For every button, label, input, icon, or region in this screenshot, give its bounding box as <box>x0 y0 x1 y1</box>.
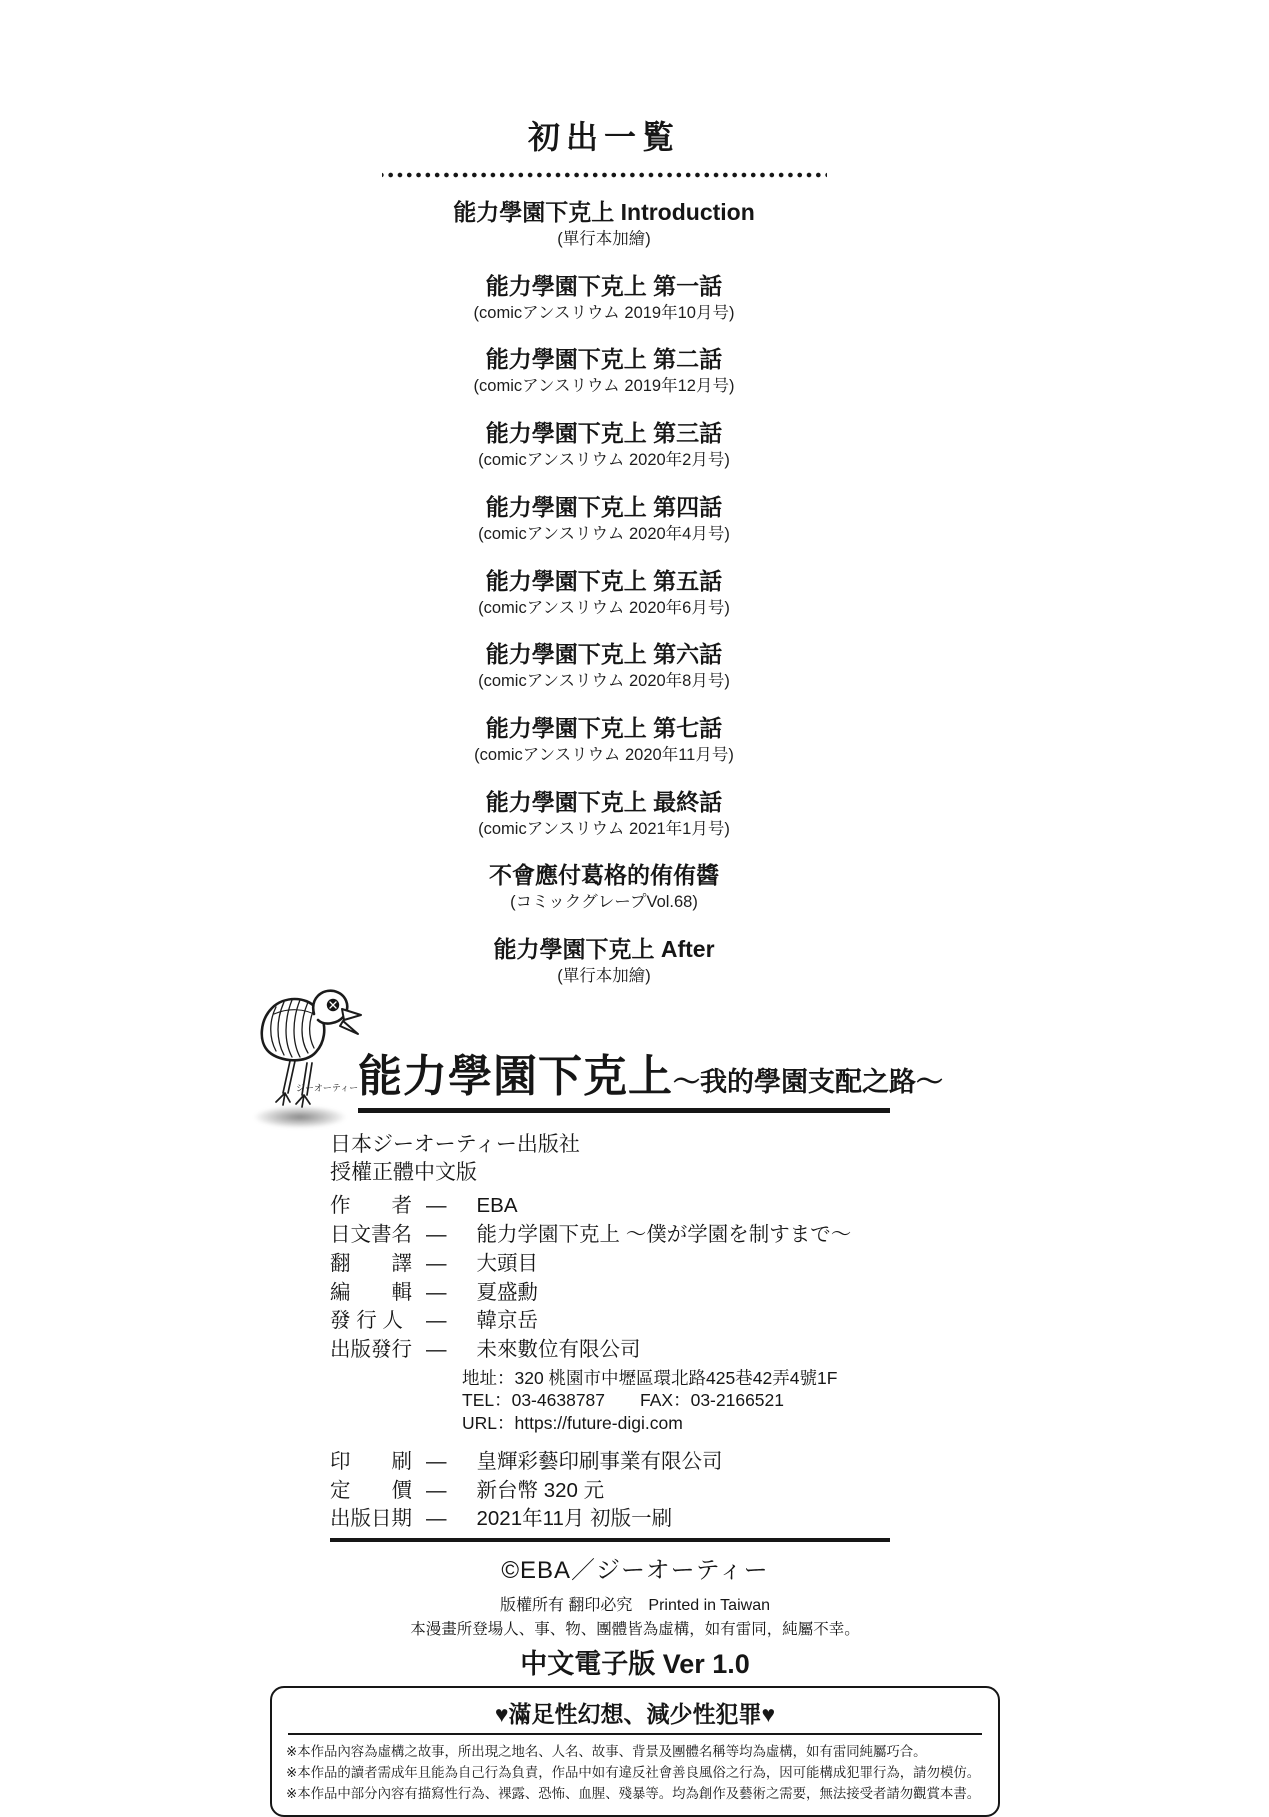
row-value: 新台幣 320 元 <box>476 1478 605 1502</box>
row-dash: ― <box>426 1251 447 1275</box>
entry-title: 能力學園下克上 最終話 <box>485 788 723 815</box>
row-dash: ― <box>426 1280 447 1304</box>
content-warning-box <box>270 1686 1000 1817</box>
row-dash: ― <box>426 1223 447 1247</box>
entry-source: (comicアンスリウム 2019年10月号) <box>473 303 735 322</box>
entry-title: 能力學園下克上 第一話 <box>485 272 723 299</box>
colophon-row <box>330 1477 1000 1506</box>
logo-label: ジーオーティー <box>296 1083 359 1093</box>
row-label: 日文書名 <box>330 1223 412 1247</box>
entry-title: 能力學園下克上 Introduction <box>453 199 755 225</box>
publication-entry <box>0 861 1208 915</box>
colophon-row <box>330 1279 1000 1308</box>
entry-title: 能力學園下克上 After <box>493 936 715 963</box>
entry-source: (comicアンスリウム 2020年8月号) <box>478 672 730 691</box>
entry-title: 能力學園下克上 第四話 <box>485 493 723 520</box>
entry-source: (單行本加繪) <box>557 967 651 986</box>
publisher-detail-line: TEL：03-4638787 FAX：03-2166521 <box>462 1390 785 1411</box>
colophon-rows-2 <box>330 1448 1000 1534</box>
row-dash: ― <box>426 1194 447 1218</box>
colophon-row <box>330 1221 1000 1250</box>
publisher-details <box>462 1367 1000 1435</box>
publisher-logo <box>252 988 370 1126</box>
entry-title: 能力學園下克上 第六話 <box>485 641 723 668</box>
entry-source: (comicアンスリウム 2020年11月号) <box>474 746 734 764</box>
row-value: 皇輝彩藝印刷事業有限公司 <box>476 1449 723 1473</box>
warning-divider <box>288 1733 982 1735</box>
publication-entry <box>0 272 1208 326</box>
publication-entry <box>0 345 1208 399</box>
row-value: 大頭目 <box>476 1251 538 1275</box>
publisher-detail-line: 地址：320 桃園市中壢區環北路425巷42弄4號1F <box>462 1367 838 1388</box>
entry-title: 能力學園下克上 第五話 <box>485 567 723 594</box>
publisher-block <box>330 1131 1000 1186</box>
footer-block <box>270 1550 1000 1681</box>
logo-shadow <box>254 1106 346 1128</box>
bottom-double-rule <box>330 1538 890 1542</box>
entry-source: (comicアンスリウム 2020年4月号) <box>478 524 730 543</box>
row-dash: ― <box>426 1507 447 1531</box>
entry-title: 能力學園下克上 第二話 <box>485 346 723 373</box>
entry-title: 能力學園下克上 第三話 <box>485 420 723 447</box>
section-title: 初出一覧 <box>527 119 680 155</box>
colophon-row <box>330 1336 1000 1365</box>
row-value: EBA <box>476 1194 518 1218</box>
entry-source: (comicアンスリウム 2019年12月号) <box>473 377 735 396</box>
publication-entry <box>0 788 1208 842</box>
row-label: 編 輯 <box>330 1280 412 1304</box>
row-label: 出版發行 <box>330 1337 412 1361</box>
warning-line: ※本作品中部分內容有描寫性行為、裸露、恐怖、血腥、殘暴等。均為創作及藝術之需要，無法接受者請勿觀賞本書。 <box>286 1785 981 1801</box>
warning-line: ※本作品內容為虛構之故事，所出現之地名、人名、故事、背景及團體名稱等均為虛構，如有雷同純屬巧合。 <box>286 1743 927 1759</box>
publication-entry <box>0 640 1208 694</box>
row-label: 作 者 <box>330 1194 412 1218</box>
publication-entry <box>0 567 1208 621</box>
row-label: 印 刷 <box>330 1449 412 1473</box>
row-value: 韓京岳 <box>476 1309 538 1333</box>
warning-title: ♥滿足性幻想、減少性犯罪♥ <box>494 1700 776 1727</box>
row-dash: ― <box>426 1309 447 1333</box>
publisher-detail-line: URL：https://future-digi.com <box>462 1413 683 1434</box>
entry-source: (comicアンスリウム 2021年1月号) <box>478 819 730 838</box>
colophon-row <box>330 1505 1000 1534</box>
colophon-section <box>270 990 1000 1817</box>
colophon-row <box>330 1448 1000 1477</box>
row-label: 出版日期 <box>330 1507 412 1531</box>
entry-source: (comicアンスリウム 2020年6月号) <box>478 598 730 617</box>
title-double-rule <box>358 1108 890 1113</box>
publication-entry <box>0 419 1208 473</box>
row-value: 未來數位有限公司 <box>476 1337 641 1361</box>
first-publication-section <box>0 112 1208 1009</box>
row-label: 定 價 <box>330 1478 412 1502</box>
publication-entry <box>0 714 1208 768</box>
book-subtitle: ～我的學園支配之路～ <box>673 1067 943 1097</box>
book-title: 能力學園下克上 <box>358 1052 673 1101</box>
row-value: 能力学園下克上 ～僕が学園を制すまで～ <box>476 1223 852 1247</box>
fiction-disclaimer: 本漫畫所登場人、事、物、團體皆為虛構，如有雷同，純屬不幸。 <box>410 1620 860 1638</box>
warning-lines <box>286 1742 984 1805</box>
copyright-line: ©EBA／ジーオーティー <box>501 1556 769 1584</box>
dotted-divider <box>382 172 827 178</box>
row-dash: ― <box>426 1337 447 1361</box>
publication-entry <box>0 935 1208 989</box>
row-label: 翻 譯 <box>330 1251 412 1275</box>
row-value: 夏盛勳 <box>476 1280 538 1304</box>
publication-entry <box>0 198 1208 252</box>
colophon-row <box>330 1250 1000 1279</box>
row-label: 發 行 人 <box>330 1309 403 1333</box>
edition-version: 中文電子版 Ver 1.0 <box>520 1648 750 1679</box>
entry-title: 能力學園下克上 第七話 <box>485 715 723 742</box>
warning-line: ※本作品的讀者需成年且能為自己行為負責，作品中如有違反社會善良風俗之行為，因可能構成犯罪行為，請勿模仿。 <box>286 1764 981 1780</box>
book-title-row <box>358 990 1000 1104</box>
row-dash: ― <box>426 1478 447 1502</box>
license-line: 授權正體中文版 <box>330 1160 477 1184</box>
colophon-row <box>330 1307 1000 1336</box>
publisher-line: 日本ジーオーティー出版社 <box>330 1133 580 1156</box>
colophon-row <box>330 1192 1000 1221</box>
colophon-rows <box>330 1192 1000 1364</box>
publication-entry <box>0 493 1208 547</box>
publication-entries <box>0 198 1208 989</box>
entry-source: (コミックグレープVol.68) <box>510 893 698 912</box>
entry-title: 不會應付葛格的侑侑醬 <box>489 862 719 889</box>
rights-line: 版權所有 翻印必究 Printed in Taiwan <box>499 1596 770 1614</box>
row-value: 2021年11月 初版一刷 <box>476 1507 673 1531</box>
entry-source: (comicアンスリウム 2020年2月号) <box>478 451 730 470</box>
row-dash: ― <box>426 1449 447 1473</box>
entry-source: (單行本加繪) <box>557 229 651 248</box>
